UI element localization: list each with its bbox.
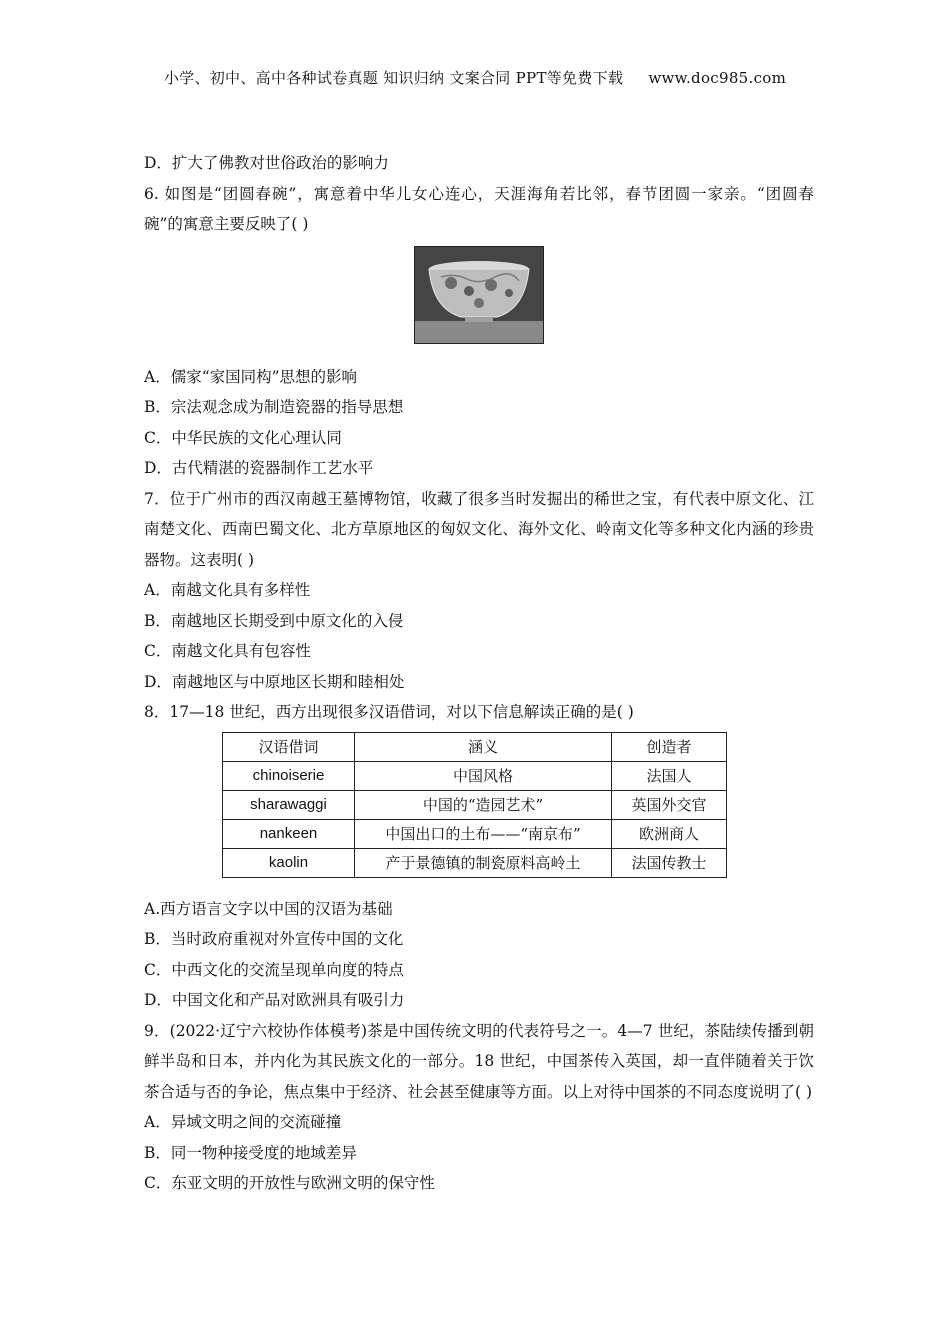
q9-stem: 9．(2022·辽宁六校协作体模考)茶是中国传统文明的代表符号之一。4—7 世纪，茶陆续传播到朝鲜半岛和日本，并内化为其民族文化的一部分。18 世纪，中国茶传入英国，却一直伴随着关于饮茶合适与否的争论，焦点集中于经济、社会甚至健康等方面。以上对待中国茶的不同态度说明了( ): [144, 1021, 814, 1101]
table-cell: sharawaggi: [223, 790, 355, 819]
bowl-illustration: [415, 247, 543, 343]
q5-option-d: D．扩大了佛教对世俗政治的影响力: [144, 154, 389, 172]
table-cell: 产于景德镇的制瓷原料高岭土: [355, 848, 612, 877]
table-row: [223, 790, 727, 819]
table-header-cell: 涵义: [355, 732, 612, 761]
table-header-cell: 创造者: [612, 732, 727, 761]
table-cell: kaolin: [223, 848, 355, 877]
q6-stem: 6. 如图是“团圆春碗”，寓意着中华儿女心连心，天涯海角若比邻，春节团圆一家亲。“团圆春碗”的寓意主要反映了( ): [144, 184, 814, 233]
table-row: [223, 848, 727, 877]
q7-stem: 7．位于广州市的西汉南越王墓博物馆，收藏了很多当时发掘出的稀世之宝，有代表中原文化、江南楚文化、西南巴蜀文化、北方草原地区的匈奴文化、海外文化、岭南文化等多种文化内涵的珍贵器物。这表明( ): [144, 489, 814, 569]
table-cell: 英国外交官: [612, 790, 727, 819]
page-header: [0, 67, 950, 88]
table-row: [223, 819, 727, 848]
table-cell: nankeen: [223, 819, 355, 848]
q7-option-d: D．南越地区与中原地区长期和睦相处: [144, 672, 405, 691]
q8-option-a: A.西方语言文字以中国的汉语为基础: [144, 899, 393, 918]
q6-option-d: D．古代精湛的瓷器制作工艺水平: [144, 459, 374, 477]
table-header-cell: 汉语借词: [223, 732, 355, 761]
table-cell: 中国风格: [355, 761, 612, 790]
table-cell: 欧洲商人: [612, 819, 727, 848]
q7-option-c: C．南越文化具有包容性: [144, 642, 311, 660]
q7-option-a: A．南越文化具有多样性: [144, 581, 311, 599]
q8-stem: 8．17—18 世纪，西方出现很多汉语借词，对以下信息解读正确的是( ): [144, 703, 634, 721]
bowl-photo: [414, 246, 544, 344]
header-text: 小学、初中、高中各种试卷真题 知识归纳 文案合同 PPT等免费下载: [163, 69, 624, 87]
header-site: www.doc985.com: [648, 69, 787, 87]
q8-option-d: D．中国文化和产品对欧洲具有吸引力: [144, 991, 405, 1009]
q8-option-b: B．当时政府重视对外宣传中国的文化: [144, 930, 404, 948]
table-header-row: [223, 732, 727, 761]
q6-option-c: C．中华民族的文化心理认同: [144, 428, 342, 447]
q6-option-b: B．宗法观念成为制造瓷器的指导思想: [144, 398, 404, 416]
q9-option-c: C．东亚文明的开放性与欧洲文明的保守性: [144, 1174, 435, 1192]
q9-option-a: A．异域文明之间的交流碰撞: [144, 1113, 342, 1131]
q7-option-b: B．南越地区长期受到中原文化的入侵: [144, 611, 404, 630]
table-cell: chinoiserie: [223, 761, 355, 790]
table-cell: 法国传教士: [612, 848, 727, 877]
table-cell: 中国的“造园艺术”: [355, 790, 612, 819]
table-row: [223, 761, 727, 790]
q8-table-container: [144, 728, 814, 894]
q6-option-a: A．儒家“家国同构”思想的影响: [144, 367, 358, 386]
q6-image-container: [144, 246, 814, 354]
q8-option-c: C．中西文化的交流呈现单向度的特点: [144, 960, 404, 979]
document-body: [144, 148, 814, 1199]
q9-option-b: B．同一物种接受度的地域差异: [144, 1143, 357, 1162]
table-cell: 法国人: [612, 761, 727, 790]
table-cell: 中国出口的土布——“南京布”: [355, 819, 612, 848]
loanword-table: [222, 732, 727, 878]
